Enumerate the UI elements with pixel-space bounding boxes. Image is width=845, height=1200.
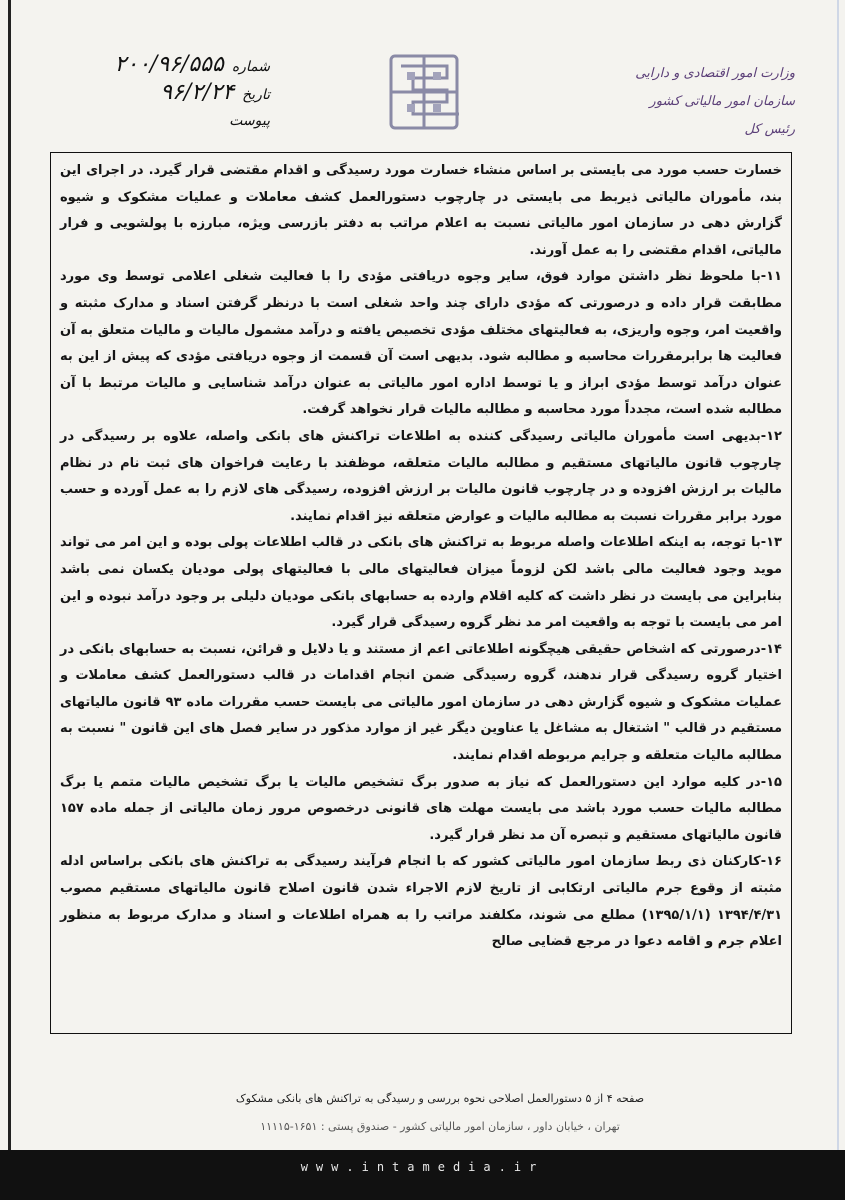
reference-block [60, 52, 270, 134]
paragraph: ۱۲-بدیهی است مأموران مالیاتی رسیدگی کننده به اطلاعات تراکنش های بانکی واصله، علاوه بر رسیدگی در چارچوب قانون مالیاتهای مستقیم و مطالبه مالیات متعلقه، موظفند با رعایت فراخوان های ثبت نام در نظام مالیات بر ارزش افزوده و در چارچوب قانون مالیات بر ارزش افزوده، رسیدگی های لازم را به عمل آورده و حسب مورد برابر مقررات نسبت به مطالبه مالیات و عوارض متعلقه نیز اقدام نمایند. [60, 428, 782, 524]
number-value: ۲۰۰/۹۶/۵۵۵ [114, 52, 224, 77]
paragraph: ۱۶-کارکنان ذی ربط سازمان امور مالیاتی کشور که با انجام فرآیند رسیدگی به تراکنش های بانکی براساس ادله مثبته از وقوع جرم مالیاتی ارتکابی از تاریخ لازم الاجراء شدن قانون اصلاح قانون مالیاتهای مستقیم مصوب ۱۳۹۴/۴/۳۱ (۱۳۹۵/۱/۱) مطلع می شوند، مکلفند مراتب را به همراه اطلاعات و اسناد و مدارک مربوط به منظور اعلام جرم و اقامه دعوا در مرجع قضایی صالح [60, 854, 783, 950]
scan-edge [8, 0, 11, 1200]
page-footer [100, 1085, 780, 1141]
paragraph: ۱۴-درصورتی که اشخاص حقیقی هیچگونه اطلاعاتی اعم از مستند و یا دلایل و قرائن، نسبت به حسابهای بانکی در اختیار گروه رسیدگی قرار ندهند، گروه رسیدگی ضمن انجام اقدامات در قالب دستورالعمل کشف معاملات و عملیات مشکوک و شیوه گزارش دهی در سازمان امور مالیاتی می بایست حسب مقررات ماده ۹۳ قانون مالیاتهای مستقیم در قالب " اشتغال به مشاغل یا عناوین دیگر غیر از موارد مذکور در سایر فصل های این قانون " نسبت به مطالبه مالیات متعلقه و جرایم مربوطه اقدام نمایند. [60, 641, 782, 764]
attachment-row [60, 108, 270, 134]
paragraph: ۱۵-در کلیه موارد این دستورالعمل که نیاز به صدور برگ تشخیص مالیات یا برگ تشخیص مالیات متمم یا برگ مطالبه مالیات حسب مورد باشد می بایست مهلت های قانونی درخصوص مرور زمان مالیاتی از جمله ماده ۱۵۷ قانون مالیاتهای مستقیم و تبصره آن مد نظر قرار گیرد. [60, 774, 782, 843]
postal-address: تهران ، خیابان داور ، سازمان امور مالیاتی کشور - صندوق پستی : ۱۶۵۱-۱۱۱۱۵ [260, 1120, 620, 1133]
document-body [60, 158, 782, 956]
date-row [60, 80, 270, 108]
date-value: ۹۶/۲/۲۴ [160, 80, 235, 105]
paragraph: ۱۱-با ملحوظ نظر داشتن موارد فوق، سایر وجوه دریافتی مؤدی را با فعالیت شغلی اعلامی توسط وی مورد مطابقت قرار داده و درصورتی که مؤدی دارای چند واحد شغلی است با درنظر گرفتن اسناد و مدارک مثبته و واقعیت امر، وجوه واریزی، به فعالیتهای مختلف مؤدی تخصیص یافته و درآمد مشمول مالیات و مالیات متعلق به آن فعالیت ها برابرمقررات محاسبه و مطالبه شود. بدیهی است آن قسمت از وجوه دریافتی مؤدی که پیش از این به عنوان درآمد توسط مؤدی ابراز و یا توسط اداره امور مالیاتی به عنوان درآمد شناسایی و مالیات مرتبط با آن مطالبه شده است، مجدداً مورد محاسبه و مطالبه مالیات قرار نخواهد گرفت. [60, 269, 782, 418]
signatory-title: رئیس کل [744, 122, 795, 137]
letterhead [0, 40, 845, 150]
scan-bottom-bar [0, 1150, 845, 1200]
scan-edge-right [837, 0, 839, 1200]
organization-block [535, 60, 795, 144]
paragraph: ۱۳-با توجه، به اینکه اطلاعات واصله مربوط به تراکنش های بانکی در قالب اطلاعات پولی بوده و این امر می تواند موید وجود فعالیت مالی باشد لکن لزوماً میزان فعالیتهای مالی با فعالیتهای پولی مودیان یکسان نمی باشد بنابراین می بایست در نظر داشت که کلیه اقلام وارده به حسابهای بانکی مودیان دلیلی بر وجود درآمد نبوده و این امر می بایست با توجه به واقعیت امر مد نظر گروه رسیدگی قرار گیرد. [60, 535, 782, 631]
website-url: www.intamedia.ir [300, 1160, 545, 1174]
number-label: شماره [231, 59, 270, 75]
page-note: صفحه ۴ از ۵ دستورالعمل اصلاحی نحوه بررسی و رسیدگی به تراکنش های بانکی مشکوک [235, 1092, 645, 1105]
date-label: تاریخ [242, 87, 270, 103]
iran-emblem-icon [385, 50, 463, 135]
ministry-name: وزارت امور اقتصادی و دارایی [635, 66, 795, 81]
paragraph: خسارت حسب مورد می بایستی بر اساس منشاء خسارت مورد رسیدگی و اقدام مقتضی قرار گیرد. در اجرای این بند، مأموران مالیاتی ذیربط می بایستی در چارچوب دستورالعمل کشف معاملات و عملیات مشکوک و شیوه گزارش دهی در سازمان امور مالیاتی نسبت به اعلام مراتب به دفتر بازرسی ویژه، مبارزه با پولشویی و فرار مالیاتی، اقدام مقتضی را به عمل آورند. [60, 163, 782, 258]
number-row [60, 52, 270, 80]
organization-name: سازمان امور مالیاتی کشور [649, 94, 795, 109]
attachment-label: پیوست [229, 113, 270, 129]
